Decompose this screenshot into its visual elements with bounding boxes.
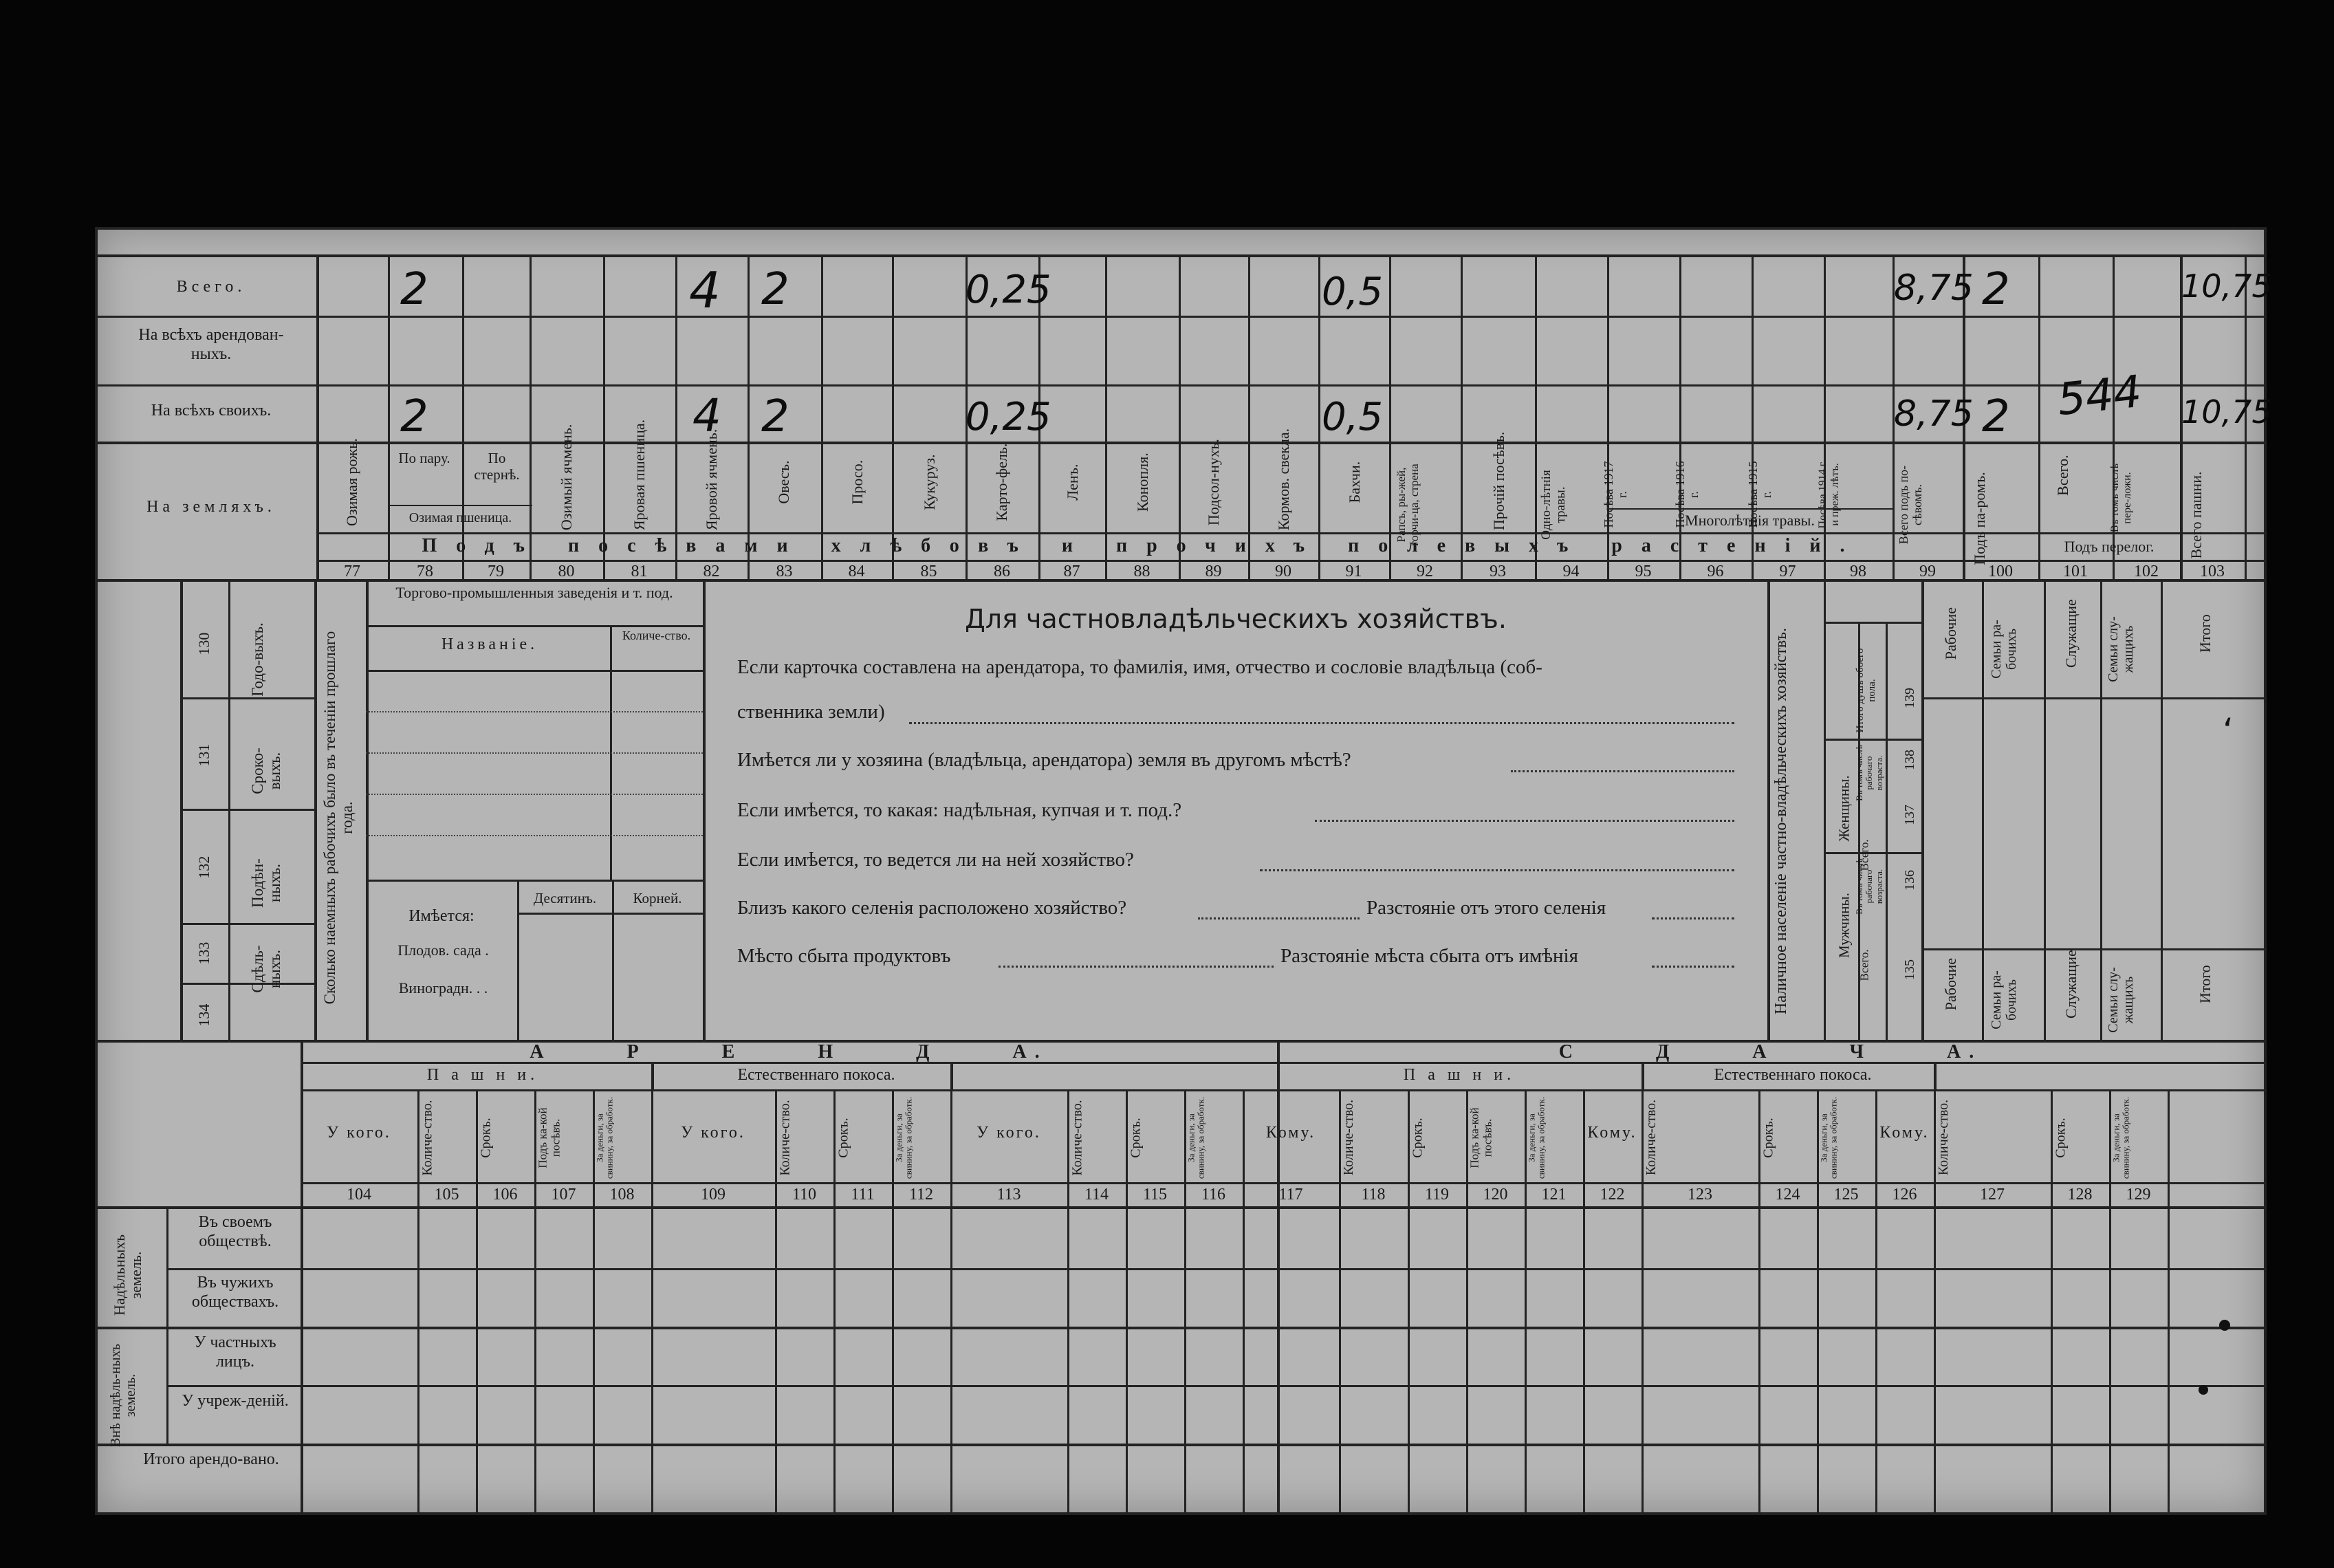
column-number-119: 119 bbox=[1424, 1186, 1450, 1204]
rule bbox=[1921, 697, 2264, 699]
arenda-pokos: Естественнаго покоса. bbox=[737, 1066, 895, 1084]
value-vsego-82: 4 bbox=[689, 261, 721, 319]
rule bbox=[2100, 579, 2102, 1040]
private-q4: Если имѣется, то ведется ли на ней хозяйство? bbox=[737, 849, 1134, 871]
rule bbox=[603, 254, 605, 579]
torg-vinograd: Виноградн. . . bbox=[398, 979, 488, 997]
value-svoikh-78: 2 bbox=[400, 391, 428, 442]
column-number-89: 89 bbox=[1205, 563, 1222, 580]
value-vsego-100: 2 bbox=[1982, 264, 2010, 315]
column-number-77: 77 bbox=[344, 563, 360, 580]
rule bbox=[1105, 254, 1107, 579]
header-c80: Озимый ячмень. bbox=[557, 424, 575, 531]
pop-n137: 137 bbox=[1902, 805, 1917, 825]
row-label-arendovannykh: На всѣхъ арендован- ныхъ. bbox=[138, 326, 284, 363]
rule bbox=[1875, 1089, 1877, 1512]
subheader-pod_posev: Подъ ка-кой посѣвъ. bbox=[1468, 1107, 1494, 1168]
header-ozimaya-pshenitsa: Озимая пшеница. bbox=[408, 510, 512, 525]
column-number-113: 113 bbox=[996, 1186, 1021, 1204]
rule bbox=[301, 1182, 2264, 1184]
rule bbox=[98, 1444, 2264, 1446]
header-c91: Бахчи. bbox=[1345, 461, 1363, 503]
subheader-kolichestvo: Количе-ство. bbox=[1069, 1099, 1084, 1176]
private-q1a: Если карточка составлена на арендатора, то фамилiя, имя, отчество и сословiе владѣльца (соб- bbox=[737, 656, 1542, 678]
column-number-104: 104 bbox=[347, 1186, 371, 1204]
subheader-kolichestvo: Количе-ство. bbox=[1341, 1099, 1356, 1176]
subheader-srok: Срокъ. bbox=[1760, 1117, 1776, 1158]
column-number-103: 103 bbox=[2200, 563, 2225, 580]
header-c77: Озимая рожь. bbox=[342, 438, 360, 526]
column-number-91: 91 bbox=[1345, 563, 1362, 580]
pop-itogo-top: Итого bbox=[2196, 614, 2214, 653]
rule bbox=[2161, 579, 2163, 1040]
pop-nalichnoe: Наличное населенiе частно-владѣльческихъ хозяйствъ. bbox=[1772, 627, 1790, 1015]
header-c95: Посѣва 1917 г. bbox=[1602, 461, 1629, 528]
rule bbox=[1243, 1089, 1245, 1512]
value-svoikh-91: 0,5 bbox=[1322, 395, 1384, 439]
rule bbox=[314, 579, 317, 1040]
pop-n139: 139 bbox=[1902, 688, 1917, 708]
subheader-pod_posev: Подъ ка-кой посѣвъ. bbox=[536, 1107, 562, 1168]
subheader-u_kogo: У кого. bbox=[681, 1124, 745, 1142]
ink-dot bbox=[2219, 1320, 2230, 1331]
subheader-srok: Срокъ. bbox=[1128, 1117, 1143, 1158]
rule bbox=[366, 752, 703, 754]
column-number-97: 97 bbox=[1779, 563, 1796, 580]
answer-line bbox=[999, 966, 1274, 968]
column-number-101: 101 bbox=[2063, 563, 2088, 580]
rule bbox=[166, 1206, 168, 1444]
pop-semi-rab-top: Семьи ра-бочихъ bbox=[1989, 620, 2019, 679]
rule bbox=[366, 670, 703, 672]
rule bbox=[301, 1089, 2264, 1091]
answer-line bbox=[1652, 966, 1734, 968]
torg-plodov: Плодов. сада . bbox=[397, 941, 489, 959]
torg-kolichestvo: Количе-ство. bbox=[622, 629, 691, 642]
label-c133: Сдѣль-ныхъ. bbox=[249, 945, 284, 993]
label-c130: Годо-выхъ. bbox=[249, 622, 266, 697]
subheader-za_dengi: За деньги, за свинину, за обработк. bbox=[1818, 1096, 1839, 1179]
rule bbox=[1179, 254, 1181, 579]
answer-line bbox=[1652, 917, 1734, 919]
rule bbox=[2038, 532, 2180, 534]
subheader-za_dengi: За деньги, за свинину, за обработк. bbox=[1186, 1096, 1206, 1179]
value-svoikh-82: 4 bbox=[692, 389, 721, 442]
value-vsego-78: 2 bbox=[400, 264, 428, 315]
private-q6: Мѣсто сбыта продуктовъ bbox=[737, 945, 951, 967]
column-number-86: 86 bbox=[994, 563, 1010, 580]
label-nadelnykh: Надѣльныхъ земель. bbox=[111, 1234, 145, 1316]
private-q2: Имѣется ли у хозяина (владѣльца, арендатора) земля въ другомъ мѣстѣ? bbox=[737, 749, 1351, 771]
sdacha-pashni: П а ш н и. bbox=[1403, 1066, 1516, 1084]
rule bbox=[1982, 579, 1984, 1040]
column-number-124: 124 bbox=[1775, 1186, 1800, 1204]
torg-korney: Корней. bbox=[633, 890, 682, 906]
column-number-117: 117 bbox=[1278, 1186, 1303, 1204]
header-c92: Рапсъ, ры-жей, горчи-ца, стрена bbox=[1395, 464, 1421, 546]
label-vne-nadel: Внѣ надѣль-ныхъ земель. bbox=[108, 1344, 138, 1447]
pop-semi-sl-top: Семьи слу-жащихъ bbox=[2106, 616, 2136, 682]
rule bbox=[98, 384, 2264, 386]
rule bbox=[748, 254, 750, 579]
subheader-u_kogo: У кого. bbox=[977, 1124, 1041, 1142]
rule bbox=[98, 316, 2264, 318]
subheader-kolichestvo: Количе-ство. bbox=[419, 1099, 435, 1176]
header-c83: Овесъ. bbox=[774, 460, 792, 504]
rule bbox=[388, 254, 390, 579]
rule bbox=[530, 254, 532, 579]
column-number-108: 108 bbox=[609, 1186, 635, 1204]
column-number-92: 92 bbox=[1417, 563, 1433, 580]
label-v-svoem: Въ своемъ обществѣ. bbox=[198, 1213, 272, 1250]
pop-muzhchiny: Мужчины. bbox=[1835, 893, 1853, 958]
private-q1b: ственника земли) bbox=[737, 701, 885, 723]
subheader-komu: Кому. bbox=[1587, 1124, 1637, 1142]
pop-itogo-bottom: Итого bbox=[2196, 965, 2214, 1003]
label-naemnykh: Сколько наемныхъ рабочихъ было въ теченiи прошлаго года. bbox=[321, 631, 356, 1005]
header-c82: Яровой ячмень. bbox=[702, 428, 720, 531]
header-c79: По стернѣ. bbox=[474, 450, 520, 483]
column-number-85: 85 bbox=[920, 563, 937, 580]
column-number-110: 110 bbox=[792, 1186, 817, 1204]
answer-line bbox=[1260, 869, 1734, 871]
torg-imeetsya: Имѣется: bbox=[408, 907, 475, 925]
pop-rabochie-top: Рабочие bbox=[1941, 607, 1959, 660]
rule bbox=[1767, 579, 1770, 1040]
subheader-kolichestvo: Количе-ство. bbox=[1936, 1099, 1951, 1176]
arenda-pashni: П а ш н и. bbox=[426, 1066, 539, 1084]
column-number-120: 120 bbox=[1483, 1186, 1508, 1204]
rule bbox=[1248, 254, 1250, 579]
column-number-122: 122 bbox=[1600, 1186, 1625, 1204]
column-number-114: 114 bbox=[1084, 1186, 1109, 1204]
torg-desyatin: Десятинъ. bbox=[533, 890, 597, 906]
rule bbox=[1461, 254, 1463, 579]
rule bbox=[366, 579, 369, 1040]
column-number-128: 128 bbox=[2067, 1186, 2093, 1204]
rule bbox=[2038, 254, 2040, 579]
pop-itogo-obo: Итого душъ обоего пола. bbox=[1855, 648, 1877, 733]
header-c94: Одно-лѣтнiя травы. bbox=[1539, 470, 1568, 540]
answer-line bbox=[1198, 917, 1360, 919]
column-number-100: 100 bbox=[1988, 563, 2013, 580]
subheader-kolichestvo: Количе-ство. bbox=[1644, 1099, 1659, 1176]
rule bbox=[316, 254, 319, 579]
subheader-srok: Срокъ. bbox=[2053, 1117, 2068, 1158]
column-number-107: 107 bbox=[551, 1186, 576, 1204]
private-q5b: Разстоянiе отъ этого селенiя bbox=[1366, 897, 1606, 919]
column-number-98: 98 bbox=[1850, 563, 1866, 580]
label-c131: Сроко-выхъ. bbox=[249, 748, 284, 794]
label-itogo-arend: Итого арендо-вано. bbox=[143, 1450, 279, 1468]
column-number-106: 106 bbox=[492, 1186, 518, 1204]
rule bbox=[892, 254, 894, 579]
column-number-94: 94 bbox=[1562, 563, 1580, 580]
rule bbox=[366, 794, 703, 795]
column-number-112: 112 bbox=[908, 1186, 934, 1204]
header-c89: Подсол-нухъ. bbox=[1204, 439, 1222, 526]
rule bbox=[1824, 622, 1921, 624]
header-c97: Посѣва 1915 г. bbox=[1746, 461, 1774, 528]
private-q6b: Разстоянiе мѣста сбыта отъ имѣнiя bbox=[1280, 945, 1578, 967]
rule bbox=[703, 579, 706, 1040]
column-number-88: 88 bbox=[1133, 563, 1150, 580]
n134: 134 bbox=[195, 1003, 212, 1027]
rule bbox=[651, 1089, 653, 1512]
arenda-title: А Р Е Н Д А. bbox=[530, 1041, 1048, 1063]
column-number-127: 127 bbox=[1980, 1186, 2005, 1204]
row-label-vsego: Всего. bbox=[176, 278, 246, 296]
sdacha-pokos: Естественнаго покоса. bbox=[1714, 1066, 1872, 1084]
label-v-chuzhikh: Въ чужихъ обществахъ. bbox=[191, 1274, 279, 1311]
value-svoikh-99: 8,75 bbox=[1894, 393, 1974, 435]
n131: 131 bbox=[195, 743, 212, 767]
rule bbox=[1607, 508, 1893, 510]
n133: 133 bbox=[195, 941, 212, 965]
rule bbox=[1535, 254, 1537, 579]
header-c78: По пару. bbox=[398, 450, 450, 466]
rule bbox=[366, 625, 703, 627]
header-c102: Въ томъ числѣ пере-ложи. bbox=[2109, 463, 2133, 533]
subheader-u_kogo: У кого. bbox=[327, 1124, 391, 1142]
column-number-121: 121 bbox=[1541, 1186, 1567, 1204]
header-c86: Карто-фель. bbox=[992, 443, 1010, 521]
subheader-srok: Срокъ. bbox=[478, 1117, 493, 1158]
sdacha-title: С Д А Ч А. bbox=[1558, 1041, 1983, 1063]
pop-semi-sl-bottom: Семьи слу-жащихъ bbox=[2106, 967, 2136, 1033]
rule bbox=[462, 254, 464, 579]
column-number-109: 109 bbox=[701, 1186, 726, 1204]
value-vsego-103: 10,75 bbox=[2181, 268, 2272, 305]
column-number-96: 96 bbox=[1707, 563, 1724, 580]
torg-title: Торгово-промышленныя заведенiя и т. под. bbox=[395, 584, 673, 601]
subheader-za_dengi: За деньги, за свинину, за обработк. bbox=[594, 1096, 615, 1179]
subheader-za_dengi: За деньги, за свинину, за обработк. bbox=[2111, 1096, 2131, 1179]
tick-mark: ʻ bbox=[2223, 711, 2234, 751]
value-vsego-99: 8,75 bbox=[1894, 268, 1974, 309]
value-vsego-83: 2 bbox=[761, 264, 789, 315]
header-c85: Кукуруз. bbox=[920, 454, 938, 510]
value-vsego-86: 0,25 bbox=[966, 268, 1051, 312]
rule bbox=[950, 1089, 952, 1512]
column-number-81: 81 bbox=[631, 563, 648, 580]
column-number-123: 123 bbox=[1688, 1186, 1712, 1204]
pop-rabochie-bottom: Рабочие bbox=[1941, 957, 1959, 1011]
row-label-svoikh: На всѣхъ своихъ. bbox=[151, 402, 272, 420]
rule bbox=[1583, 1089, 1585, 1512]
rule bbox=[1886, 622, 1888, 1040]
ink-dot bbox=[2199, 1385, 2208, 1395]
column-number-79: 79 bbox=[488, 563, 504, 580]
value-svoikh-101: 544 bbox=[2055, 366, 2144, 426]
answer-line bbox=[1315, 820, 1734, 822]
pop-n136: 136 bbox=[1902, 870, 1917, 891]
rule bbox=[1277, 1040, 1280, 1512]
header-c99: Всего подъ по-сѣвомъ. bbox=[1897, 465, 1924, 545]
column-number-80: 80 bbox=[558, 563, 575, 580]
census-card bbox=[95, 227, 2272, 1515]
header-c103: Всего пашни. bbox=[2188, 471, 2205, 559]
column-number-126: 126 bbox=[1892, 1186, 1917, 1204]
value-svoikh-103: 10,75 bbox=[2181, 393, 2272, 431]
subheader-kolichestvo: Количе-ство. bbox=[777, 1099, 792, 1176]
header-c96: Посѣва 1916 г. bbox=[1673, 461, 1701, 528]
header-mnogoletnie: Многолѣтнiя травы. bbox=[1685, 512, 1815, 529]
rule bbox=[98, 1327, 2264, 1329]
torg-nazvanie: Названiе. bbox=[441, 635, 538, 653]
rule bbox=[1921, 579, 1924, 1040]
header-c100: Подъ па-ромъ. bbox=[1971, 472, 1988, 565]
row-label-na-zemlyakh: На земляхъ. bbox=[146, 498, 276, 516]
header-c98: Посѣва 1914 г. и преж. лѣтъ. bbox=[1817, 460, 1841, 529]
rule bbox=[1389, 254, 1391, 579]
column-number-129: 129 bbox=[2126, 1186, 2151, 1204]
pop-vtom-zh: Въ томъ числѣ рабочаго возраста. bbox=[1854, 745, 1884, 801]
column-number-111: 111 bbox=[851, 1186, 875, 1204]
header-c93: Прочiй посѣвъ. bbox=[1490, 431, 1507, 531]
column-number-87: 87 bbox=[1063, 563, 1080, 580]
label-u-uchrezh: У учреж-денiй. bbox=[182, 1392, 289, 1410]
header-perelog: Подъ перелог. bbox=[2064, 538, 2155, 555]
column-number-99: 99 bbox=[1919, 563, 1936, 580]
subheader-srok: Срокъ. bbox=[836, 1117, 851, 1158]
subheader-komu: Кому. bbox=[1265, 1124, 1316, 1142]
rule bbox=[821, 254, 823, 579]
label-u-chastnykh: У частныхъ лицъ. bbox=[194, 1333, 276, 1371]
pop-n138: 138 bbox=[1902, 750, 1917, 770]
column-number-125: 125 bbox=[1833, 1186, 1859, 1204]
answer-line bbox=[1511, 770, 1734, 772]
rule bbox=[366, 835, 703, 836]
value-svoikh-86: 0,25 bbox=[966, 395, 1051, 439]
value-svoikh-83: 2 bbox=[761, 391, 789, 442]
column-number-82: 82 bbox=[703, 563, 720, 580]
banner-posevy: Подъ посѣвами хлѣбовъ и прочихъ полевыхъ растенiй. bbox=[422, 535, 1864, 556]
value-svoikh-100: 2 bbox=[1982, 391, 2010, 442]
subheader-za_dengi: За деньги, за свинину, за обработк. bbox=[1526, 1096, 1547, 1179]
column-number-83: 83 bbox=[776, 563, 793, 580]
subheader-srok: Срокъ. bbox=[1410, 1117, 1425, 1158]
header-c101: Всего. bbox=[2053, 455, 2071, 496]
rule bbox=[388, 505, 532, 506]
column-number-95: 95 bbox=[1635, 563, 1652, 580]
rule bbox=[1318, 254, 1320, 579]
rule bbox=[166, 1385, 2264, 1387]
rule bbox=[166, 1268, 2264, 1270]
rule bbox=[517, 913, 703, 915]
rule bbox=[2168, 1089, 2170, 1512]
answer-line bbox=[909, 722, 1734, 724]
header-c87: Ленъ. bbox=[1063, 464, 1081, 501]
rule bbox=[2044, 579, 2046, 1040]
rule bbox=[366, 880, 703, 882]
n130: 130 bbox=[195, 632, 212, 655]
pop-vtom-m: Въ томъ числѣ рабочаго возраста. bbox=[1854, 858, 1884, 915]
private-title: Для частновладѣльческихъ хозяйствъ. bbox=[965, 604, 1507, 634]
header-c88: Конопля. bbox=[1133, 453, 1151, 512]
pop-sluzh-top: Служащие bbox=[2062, 599, 2080, 668]
column-number-105: 105 bbox=[434, 1186, 459, 1204]
header-c90: Кормов. свекла. bbox=[1274, 428, 1292, 531]
pop-n135: 135 bbox=[1902, 959, 1917, 980]
label-c132: Подѣн-ныхъ. bbox=[249, 858, 284, 908]
column-number-84: 84 bbox=[848, 563, 865, 580]
rule bbox=[98, 254, 2264, 257]
column-number-93: 93 bbox=[1490, 563, 1506, 580]
rule bbox=[675, 254, 677, 579]
private-q3: Если имѣется, то какая: надѣльная, купчая и т. под.? bbox=[737, 799, 1182, 821]
rule bbox=[1824, 579, 1826, 1040]
pop-sluzh-bottom: Служащие bbox=[2062, 950, 2080, 1019]
pop-zhenshchiny: Женщины. bbox=[1835, 775, 1853, 842]
column-number-116: 116 bbox=[1201, 1186, 1226, 1204]
column-number-118: 118 bbox=[1361, 1186, 1386, 1204]
subheader-komu: Кому. bbox=[1879, 1124, 1930, 1142]
rule bbox=[98, 1206, 2264, 1209]
value-vsego-91: 0,5 bbox=[1322, 270, 1384, 314]
column-number-90: 90 bbox=[1275, 563, 1291, 580]
rule bbox=[301, 1040, 303, 1512]
column-number-115: 115 bbox=[1142, 1186, 1168, 1204]
pop-vsego-m: Всего. bbox=[1857, 949, 1871, 981]
pop-semi-rab-bottom: Семьи ра-бочихъ bbox=[1989, 970, 2019, 1030]
column-number-102: 102 bbox=[2134, 563, 2159, 580]
private-q5: Близъ какого селенiя расположено хозяйство? bbox=[737, 897, 1127, 919]
subheader-za_dengi: За деньги, за свинину, за обработк. bbox=[893, 1096, 914, 1179]
header-c84: Просо. bbox=[848, 459, 866, 505]
header-c81: Яровая пшеница. bbox=[630, 419, 648, 531]
n132: 132 bbox=[195, 856, 212, 879]
column-number-78: 78 bbox=[417, 563, 433, 580]
pop-vsego-zh: Всего. bbox=[1857, 839, 1871, 871]
rule bbox=[366, 711, 703, 712]
